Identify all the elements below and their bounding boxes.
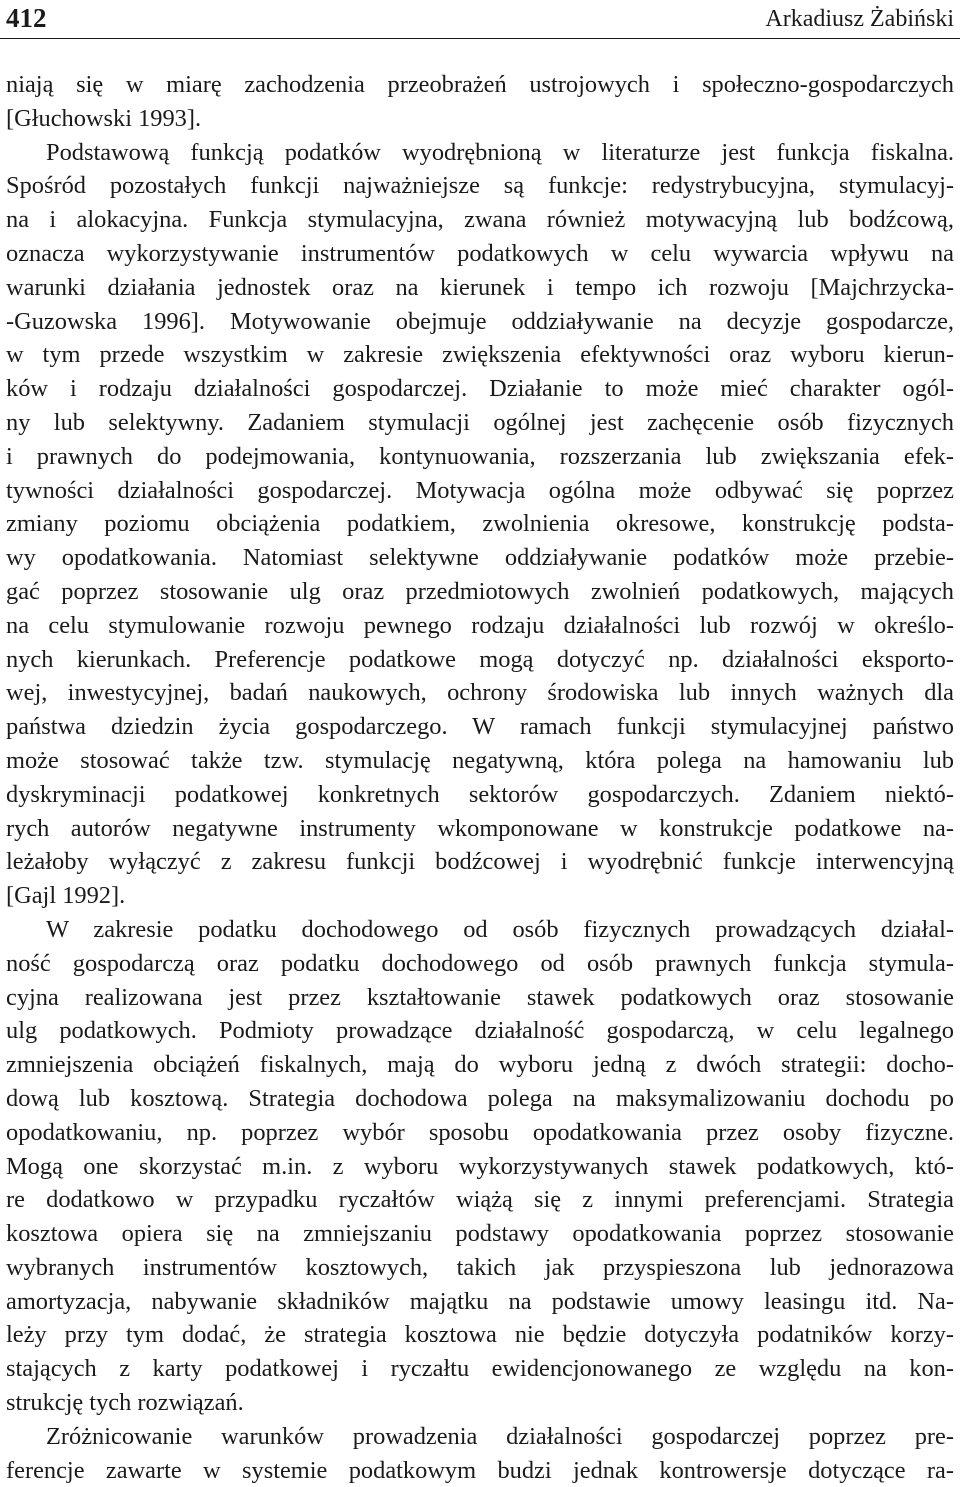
text-line: kosztowa opiera się na zmniejszaniu podstawy opodatkowania poprzez stosowanie [6, 1220, 954, 1248]
text-line: ulg podatkowych. Podmioty prowadzące działalność gospodarczą, w celu legalnego [6, 1017, 954, 1045]
text-line: wybranych instrumentów kosztowych, takich jak przyspieszona lub jednorazowa [6, 1253, 954, 1281]
text-line: [Gajl 1992]. [6, 882, 126, 910]
text-line: amortyzacja, nabywanie składników majątku na podstawie umowy leasingu itd. Na- [6, 1287, 954, 1315]
text-line: Podstawową funkcją podatków wyodrębnioną w literaturze jest funkcja fiskalna. [46, 138, 954, 166]
text-line: nych kierunkach. Preferencje podatkowe mogą dotyczyć np. działalności eksporto- [6, 645, 954, 673]
text-line: rych autorów negatywne instrumenty wkomponowane w konstrukcje podatkowe na- [6, 814, 954, 842]
text-line: Mogą one skorzystać m.in. z wyboru wykorzystywanych stawek podatkowych, któ- [6, 1152, 954, 1180]
running-head-author: Arkadiusz Żabiński [765, 6, 954, 32]
text-line: ków i rodzaju działalności gospodarczej. Działanie to może mieć charakter ogól- [6, 375, 954, 403]
text-line: re dodatkowo w przypadku ryczałtów wiążą się z innymi preferencjami. Strategia [6, 1186, 954, 1214]
text-line: leży przy tym dodać, że strategia kosztowa nie będzie dotyczyła podatników korzy- [6, 1321, 954, 1349]
text-line: cyjna realizowana jest przez kształtowanie stawek podatkowych oraz stosowanie [6, 983, 954, 1011]
header-rule [0, 38, 960, 39]
text-line: zmiany poziomu obciążenia podatkiem, zwolnienia okresowe, konstrukcję podsta- [6, 510, 954, 538]
text-line: w tym przede wszystkim w zakresie zwiększenia efektywności oraz wyboru kierun- [6, 341, 954, 369]
paragraph [6, 1420, 954, 1487]
text-line: oznacza wykorzystywanie instrumentów podatkowych w celu wywarcia wpływu na [6, 239, 954, 267]
text-line: ność gospodarczą oraz podatku dochodowego od osób prawnych funkcja stymula- [6, 949, 954, 977]
text-line: niają się w miarę zachodzenia przeobrażeń ustrojowych i społeczno-gospodarczych [6, 71, 954, 98]
text-line: dyskryminacji podatkowej konkretnych sektorów gospodarczych. Zdaniem niektó- [6, 780, 954, 808]
text-line: dową lub kosztową. Strategia dochodowa polega na maksymalizowaniu dochodu po [6, 1084, 954, 1112]
text-line: może stosować także tzw. stymulację negatywną, która polega na hamowaniu lub [6, 746, 954, 774]
text-line: stających z karty podatkowej i ryczałtu ewidencjonowanego ze względu na kon- [6, 1355, 954, 1383]
text-line: [Głuchowski 1993]. [6, 104, 202, 132]
text-line: wy opodatkowania. Natomiast selektywne oddziaływanie podatków może przebie- [6, 544, 954, 572]
page-number: 412 [6, 3, 47, 33]
text-line: opodatkowaniu, np. poprzez wybór sposobu opodatkowania przez osoby fizyczne. [6, 1118, 954, 1146]
text-line: zmniejszenia obciążeń fiskalnych, mają do wyboru jedną z dwóch strategii: docho- [6, 1051, 954, 1079]
text-line: strukcję tych rozwiązań. [6, 1389, 244, 1417]
text-line: ny lub selektywny. Zadaniem stymulacji ogólnej jest zachęcenie osób fizycznych [6, 408, 954, 436]
text-line: Zróżnicowanie warunków prowadzenia działalności gospodarczej poprzez pre- [46, 1422, 954, 1450]
text-line: ferencje zawarte w systemie podatkowym budzi jednak kontrowersje dotyczące ra- [6, 1456, 954, 1484]
page-header [0, 0, 960, 40]
text-line: na celu stymulowanie rozwoju pewnego rodzaju działalności lub rozwój w określo- [6, 611, 954, 639]
text-line: leżałoby wyłączyć z zakresu funkcji bodźcowej i wyodrębnić funkcje interwencyjną [6, 848, 954, 876]
text-line: wej, inwestycyjnej, badań naukowych, ochrony środowiska lub innych ważnych dla [6, 679, 954, 707]
text-line: i prawnych do podejmowania, kontynuowania, rozszerzania lub zwiększania efek- [6, 442, 954, 470]
text-line: gać poprzez stosowanie ulg oraz przedmiotowych zwolnień podatkowych, mających [6, 577, 954, 605]
text-line: -Guzowska 1996]. Motywowanie obejmuje oddziaływanie na decyzje gospodarcze, [6, 307, 954, 335]
text-line: Spośród pozostałych funkcji najważniejsze są funkcje: redystrybucyjna, stymulacyj- [6, 172, 954, 200]
text-line: tywności działalności gospodarczej. Motywacja ogólna może odbywać się poprzez [6, 476, 954, 504]
paragraph [6, 913, 954, 1420]
paragraph [6, 136, 954, 913]
body-text [6, 68, 954, 1487]
paragraph [6, 68, 954, 136]
text-line: W zakresie podatku dochodowego od osób fizycznych prowadzących działal- [46, 915, 954, 943]
text-line: państwa dziedzin życia gospodarczego. W ramach funkcji stymulacyjnej państwo [6, 713, 954, 741]
text-line: warunki działania jednostek oraz na kierunek i tempo ich rozwoju [Majchrzycka- [6, 273, 954, 301]
text-line: na i alokacyjna. Funkcja stymulacyjna, zwana również motywacyjną lub bodźcową, [6, 206, 954, 234]
